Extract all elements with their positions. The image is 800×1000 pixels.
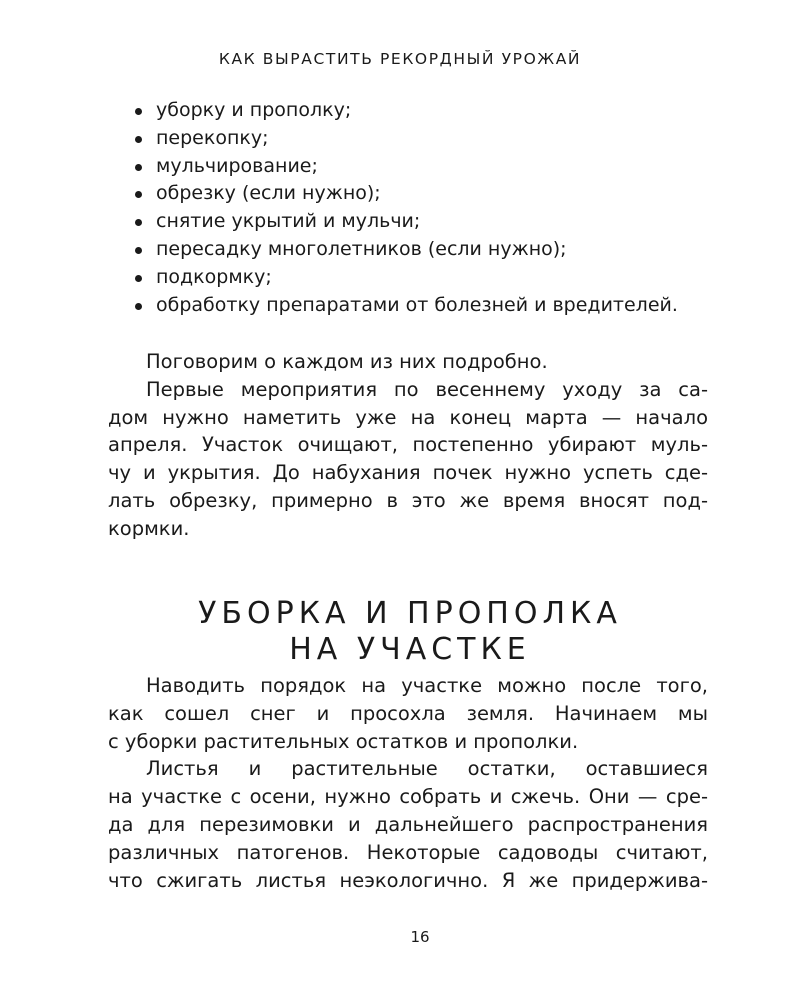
list-item: уборку и прополку; — [132, 97, 722, 125]
list-item: обрезку (если нужно); — [132, 180, 722, 208]
text-line: Наводить порядок на участке можно после того, — [146, 674, 708, 697]
list-item: перекопку; — [132, 125, 722, 153]
section-paragraph — [108, 672, 708, 894]
list-item: мульчирование; — [132, 153, 722, 181]
page-number: 16 — [410, 928, 430, 946]
text-line: кормки. — [108, 516, 190, 540]
bullet-icon — [135, 219, 142, 226]
list-item: обработку препаратами от болезней и вредителей. — [132, 292, 722, 320]
list-item: пересадку многолетников (если нужно); — [132, 236, 722, 264]
text-line: Поговорим о каждом из них подробно. — [146, 350, 548, 373]
list-item: снятие укрытий и мульчи; — [132, 208, 722, 236]
bullet-icon — [135, 164, 142, 171]
task-bullet-list — [132, 97, 722, 319]
text-line: да для перезимовки и дальнейшего распространения — [108, 812, 708, 836]
bullet-icon — [135, 191, 142, 198]
text-line: дом нужно наметить уже на конец марта — начало — [108, 405, 708, 429]
text-line: что сжигать листья неэкологично. Я же придержива- — [108, 868, 708, 892]
section-heading: УБОРКА И ПРОПОЛКА НА УЧАСТКЕ — [198, 596, 622, 667]
list-item: подкормку; — [132, 264, 722, 292]
bullet-icon — [135, 108, 142, 115]
text-line: различных патогенов. Некоторые садоводы считают, — [108, 840, 708, 864]
text-line: Первые мероприятия по весеннему уходу за са- — [146, 377, 708, 401]
text-line: с уборки растительных остатков и прополки. — [108, 729, 579, 753]
text-line: чу и укрытия. До набухания почек нужно успеть сде- — [108, 461, 708, 485]
bullet-icon — [135, 136, 142, 143]
intro-paragraph — [108, 348, 708, 543]
running-header: КАК ВЫРАСТИТЬ РЕКОРДНЫЙ УРОЖАЙ — [218, 50, 582, 68]
bullet-icon — [135, 275, 142, 282]
bullet-icon — [135, 303, 142, 310]
text-line: лать обрезку, примерно в это же время вносят под- — [108, 488, 708, 512]
text-line: как сошел снег и просохла земля. Начинаем мы — [108, 701, 708, 725]
text-line: Листья и растительные остатки, оставшиеся — [146, 757, 708, 781]
text-line: апреля. Участок очищают, постепенно убирают муль- — [108, 433, 708, 457]
text-line: на участке с осени, нужно собрать и сжечь. Они — сре- — [108, 785, 708, 809]
bullet-icon — [135, 247, 142, 254]
